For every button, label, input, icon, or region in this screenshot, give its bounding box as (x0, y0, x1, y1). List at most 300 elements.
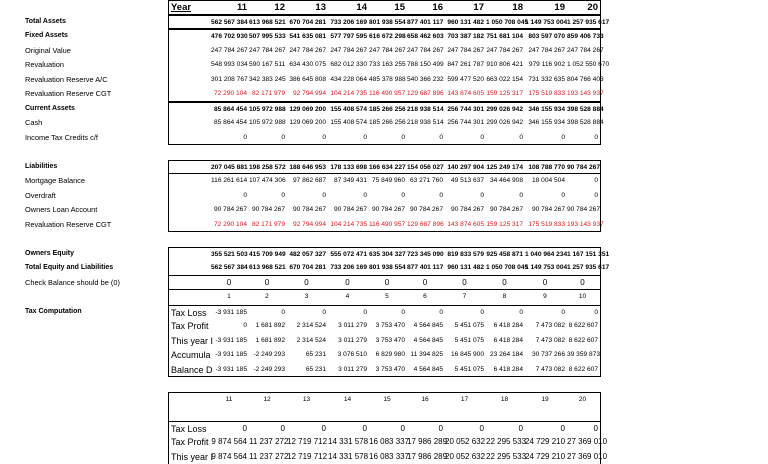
value-cell[interactable]: 682 012 330 (328, 58, 369, 73)
empty-cell[interactable] (287, 232, 328, 247)
empty-cell[interactable] (646, 450, 693, 464)
value-cell[interactable]: 342 383 245 (249, 73, 287, 88)
value-cell[interactable]: 1 050 708 045 (486, 15, 525, 30)
empty-cell[interactable] (601, 247, 646, 262)
period-index-cell[interactable]: 13 (287, 392, 328, 407)
value-cell[interactable]: 0 (445, 131, 486, 146)
empty-cell[interactable] (249, 145, 287, 160)
empty-cell[interactable] (0, 0, 168, 15)
value-cell[interactable]: 0 (211, 319, 249, 334)
value-cell[interactable]: 247 784 267 (287, 44, 328, 59)
value-cell[interactable]: 7 473 082 (525, 319, 567, 334)
value-cell[interactable]: 256 744 301 (445, 102, 486, 117)
empty-cell[interactable] (407, 377, 445, 392)
empty-cell[interactable] (601, 406, 646, 421)
empty-cell[interactable] (567, 406, 601, 421)
value-cell[interactable]: 7 473 082 (525, 334, 567, 349)
empty-cell[interactable] (486, 406, 525, 421)
value-cell[interactable]: 17 986 289 (407, 435, 445, 450)
value-cell[interactable]: 14 331 578 (328, 435, 369, 450)
value-cell[interactable]: 1 052 550 670 (567, 58, 601, 73)
empty-cell[interactable] (168, 290, 211, 305)
value-cell[interactable]: 82 171 979 (249, 87, 287, 102)
empty-cell[interactable] (646, 29, 693, 44)
empty-cell[interactable] (249, 406, 287, 421)
value-cell[interactable]: 3 753 470 (369, 363, 407, 378)
value-cell[interactable]: 804 766 403 (567, 73, 601, 88)
empty-cell[interactable] (445, 406, 486, 421)
value-cell[interactable]: 116 261 614 (211, 174, 249, 189)
empty-cell[interactable] (0, 232, 168, 247)
value-cell[interactable]: 0 (407, 189, 445, 204)
value-cell[interactable]: 541 635 081 (287, 29, 328, 44)
value-cell[interactable]: 0 (249, 276, 287, 291)
value-cell[interactable]: 301 208 767 (211, 73, 249, 88)
empty-cell[interactable] (168, 392, 211, 407)
value-cell[interactable]: 1 149 753 004 (525, 261, 567, 276)
value-cell[interactable]: -2 249 293 (249, 348, 287, 363)
empty-cell[interactable] (0, 145, 168, 160)
value-cell[interactable]: 6 418 284 (486, 334, 525, 349)
value-cell[interactable]: 247 784 267 (567, 44, 601, 59)
value-cell[interactable]: 207 045 881 (211, 160, 249, 175)
value-cell[interactable]: 1 149 753 004 (525, 15, 567, 30)
period-index-cell[interactable]: 20 (567, 392, 601, 407)
empty-cell[interactable] (445, 145, 486, 160)
empty-cell[interactable] (601, 174, 646, 189)
value-cell[interactable]: 3 753 470 (369, 319, 407, 334)
value-cell[interactable]: 247 784 267 (525, 44, 567, 59)
value-cell[interactable]: 733 163 255 (369, 58, 407, 73)
empty-cell[interactable] (601, 131, 646, 146)
empty-cell[interactable] (601, 44, 646, 59)
period-index-cell[interactable]: 5 (369, 290, 407, 305)
value-cell[interactable]: 104 214 735 (328, 218, 369, 233)
value-cell[interactable]: 193 143 937 (567, 87, 601, 102)
empty-cell[interactable] (601, 363, 646, 378)
empty-cell[interactable] (646, 58, 693, 73)
value-cell[interactable]: 979 116 902 (525, 58, 567, 73)
value-cell[interactable]: 398 528 884 (567, 102, 601, 117)
value-cell[interactable]: 1 040 964 234 (525, 247, 567, 262)
value-cell[interactable]: 108 788 770 (525, 160, 567, 175)
value-cell[interactable]: 11 394 825 (407, 348, 445, 363)
value-cell[interactable]: 16 845 900 (445, 348, 486, 363)
empty-cell[interactable] (601, 145, 646, 160)
value-cell[interactable]: 247 784 267 (328, 44, 369, 59)
value-cell[interactable]: 22 295 533 (486, 450, 525, 464)
value-cell[interactable]: 3 011 279 (328, 319, 369, 334)
value-cell[interactable]: 960 131 482 (445, 261, 486, 276)
value-cell[interactable]: 1 167 151 351 (567, 247, 601, 262)
value-cell[interactable]: 14 331 578 (328, 450, 369, 464)
empty-cell[interactable] (168, 44, 211, 59)
empty-cell[interactable] (168, 247, 211, 262)
value-cell[interactable]: 90 784 267 (407, 203, 445, 218)
value-cell[interactable]: 155 408 574 (328, 116, 369, 131)
value-cell[interactable]: 8 622 607 (567, 319, 601, 334)
value-cell[interactable]: 2 314 524 (287, 319, 328, 334)
value-cell[interactable]: 788 150 499 (407, 58, 445, 73)
value-cell[interactable]: 143 874 605 (445, 218, 486, 233)
value-cell[interactable]: 482 057 327 (287, 247, 328, 262)
empty-cell[interactable] (646, 232, 693, 247)
value-cell[interactable]: -3 931 185 (211, 334, 249, 349)
empty-cell[interactable] (168, 218, 211, 233)
value-cell[interactable]: 877 401 117 (407, 261, 445, 276)
empty-cell[interactable] (646, 218, 693, 233)
year-header-16[interactable]: 16 (407, 0, 445, 15)
year-header-20[interactable]: 20 (567, 0, 601, 15)
year-header-19[interactable]: 19 (525, 0, 567, 15)
empty-cell[interactable] (168, 232, 211, 247)
empty-cell[interactable] (249, 232, 287, 247)
empty-cell[interactable] (646, 392, 693, 407)
value-cell[interactable]: 0 (567, 421, 601, 436)
value-cell[interactable]: 0 (486, 305, 525, 320)
value-cell[interactable]: 129 069 200 (287, 116, 328, 131)
value-cell[interactable]: 82 171 979 (249, 218, 287, 233)
empty-cell[interactable] (601, 421, 646, 436)
value-cell[interactable]: 129 069 200 (287, 102, 328, 117)
value-cell[interactable]: 166 634 227 (369, 160, 407, 175)
value-cell[interactable]: 178 133 698 (328, 160, 369, 175)
value-cell[interactable]: 175 519 833 (525, 87, 567, 102)
empty-cell[interactable] (567, 232, 601, 247)
value-cell[interactable]: 90 784 267 (328, 203, 369, 218)
empty-cell[interactable] (601, 189, 646, 204)
value-cell[interactable]: 193 143 937 (567, 218, 601, 233)
value-cell[interactable]: 107 474 306 (249, 174, 287, 189)
value-cell[interactable]: 346 155 934 (525, 102, 567, 117)
empty-cell[interactable] (168, 203, 211, 218)
value-cell[interactable]: 90 784 267 (567, 160, 601, 175)
value-cell[interactable]: 116 490 957 (369, 218, 407, 233)
value-cell[interactable]: 12 719 712 (287, 450, 328, 464)
empty-cell[interactable] (601, 377, 646, 392)
value-cell[interactable]: 49 513 637 (445, 174, 486, 189)
empty-cell[interactable] (601, 15, 646, 30)
empty-cell[interactable] (646, 116, 693, 131)
period-index-cell[interactable]: 9 (525, 290, 567, 305)
value-cell[interactable]: 159 125 317 (486, 87, 525, 102)
empty-cell[interactable] (168, 87, 211, 102)
value-cell[interactable]: 562 567 384 (211, 15, 249, 30)
empty-cell[interactable] (646, 276, 693, 291)
period-index-cell[interactable]: 14 (328, 392, 369, 407)
value-cell[interactable]: 4 564 845 (407, 334, 445, 349)
value-cell[interactable]: 20 052 632 (445, 435, 486, 450)
empty-cell[interactable] (646, 406, 693, 421)
value-cell[interactable]: 0 (249, 189, 287, 204)
value-cell[interactable]: 20 052 632 (445, 450, 486, 464)
empty-cell[interactable] (328, 145, 369, 160)
value-cell[interactable]: 801 938 554 (369, 261, 407, 276)
empty-cell[interactable] (646, 102, 693, 117)
value-cell[interactable]: 0 (211, 421, 249, 436)
value-cell[interactable]: 0 (328, 189, 369, 204)
value-cell[interactable]: 72 290 104 (211, 218, 249, 233)
value-cell[interactable]: 90 784 267 (486, 203, 525, 218)
value-cell[interactable]: 0 (567, 305, 601, 320)
value-cell[interactable]: 256 744 301 (445, 116, 486, 131)
value-cell[interactable]: 616 672 298 (369, 29, 407, 44)
empty-cell[interactable] (601, 58, 646, 73)
value-cell[interactable]: 11 237 272 (249, 450, 287, 464)
value-cell[interactable]: 355 521 503 (211, 247, 249, 262)
period-index-cell[interactable]: 2 (249, 290, 287, 305)
empty-cell[interactable] (287, 145, 328, 160)
empty-cell[interactable] (601, 160, 646, 175)
empty-cell[interactable] (168, 160, 211, 175)
empty-cell[interactable] (646, 174, 693, 189)
value-cell[interactable]: 803 597 070 (525, 29, 567, 44)
value-cell[interactable]: 0 (249, 305, 287, 320)
value-cell[interactable]: 75 849 960 (369, 174, 407, 189)
value-cell[interactable]: 658 462 603 (407, 29, 445, 44)
value-cell[interactable]: 90 784 267 (287, 203, 328, 218)
value-cell[interactable]: 0 (369, 421, 407, 436)
empty-cell[interactable] (646, 160, 693, 175)
empty-cell[interactable] (646, 44, 693, 59)
value-cell[interactable]: 105 972 988 (249, 116, 287, 131)
empty-cell[interactable] (211, 232, 249, 247)
value-cell[interactable]: 0 (249, 421, 287, 436)
empty-cell[interactable] (601, 116, 646, 131)
empty-cell[interactable] (646, 363, 693, 378)
value-cell[interactable]: 90 784 267 (445, 203, 486, 218)
empty-cell[interactable] (525, 232, 567, 247)
value-cell[interactable]: 0 (445, 305, 486, 320)
value-cell[interactable]: 925 458 871 (486, 247, 525, 262)
value-cell[interactable]: 154 056 027 (407, 160, 445, 175)
year-header-18[interactable]: 18 (486, 0, 525, 15)
period-index-cell[interactable]: 6 (407, 290, 445, 305)
value-cell[interactable]: 24 729 210 (525, 435, 567, 450)
value-cell[interactable]: 960 131 482 (445, 15, 486, 30)
period-index-cell[interactable]: 18 (486, 392, 525, 407)
empty-cell[interactable] (567, 377, 601, 392)
value-cell[interactable]: 0 (287, 189, 328, 204)
value-cell[interactable]: 485 378 988 (369, 73, 407, 88)
empty-cell[interactable] (646, 421, 693, 436)
value-cell[interactable]: 90 784 267 (567, 203, 601, 218)
value-cell[interactable]: 0 (211, 189, 249, 204)
value-cell[interactable]: 9 874 564 (211, 435, 249, 450)
empty-cell[interactable] (0, 406, 168, 421)
value-cell[interactable]: 0 (407, 421, 445, 436)
empty-cell[interactable] (168, 29, 211, 44)
value-cell[interactable]: 0 (328, 305, 369, 320)
empty-cell[interactable] (287, 406, 328, 421)
value-cell[interactable]: 0 (407, 276, 445, 291)
value-cell[interactable]: 1 681 892 (249, 319, 287, 334)
value-cell[interactable]: 6 829 980 (369, 348, 407, 363)
empty-cell[interactable] (168, 406, 211, 421)
value-cell[interactable]: 90 784 267 (249, 203, 287, 218)
value-cell[interactable]: 634 430 075 (287, 58, 328, 73)
value-cell[interactable]: 0 (525, 131, 567, 146)
empty-cell[interactable] (646, 377, 693, 392)
empty-cell[interactable] (646, 334, 693, 349)
period-index-cell[interactable]: 1 (211, 290, 249, 305)
value-cell[interactable]: 3 011 279 (328, 334, 369, 349)
year-header-12[interactable]: 12 (249, 0, 287, 15)
empty-cell[interactable] (407, 232, 445, 247)
value-cell[interactable]: 185 266 256 (369, 116, 407, 131)
value-cell[interactable]: 0 (328, 276, 369, 291)
empty-cell[interactable] (601, 102, 646, 117)
value-cell[interactable]: 0 (567, 131, 601, 146)
value-cell[interactable]: 346 155 934 (525, 116, 567, 131)
value-cell[interactable]: 0 (525, 421, 567, 436)
value-cell[interactable]: 751 681 104 (486, 29, 525, 44)
value-cell[interactable]: 116 490 957 (369, 87, 407, 102)
value-cell[interactable]: 859 406 733 (567, 29, 601, 44)
period-index-cell[interactable]: 19 (525, 392, 567, 407)
empty-cell[interactable] (369, 406, 407, 421)
value-cell[interactable]: 562 567 384 (211, 261, 249, 276)
empty-cell[interactable] (601, 29, 646, 44)
empty-cell[interactable] (525, 145, 567, 160)
empty-cell[interactable] (486, 145, 525, 160)
empty-cell[interactable] (525, 406, 567, 421)
empty-cell[interactable] (646, 247, 693, 262)
empty-cell[interactable] (567, 145, 601, 160)
value-cell[interactable]: 218 938 514 (407, 116, 445, 131)
year-header-label[interactable]: Year (168, 0, 211, 15)
value-cell[interactable]: 0 (445, 421, 486, 436)
empty-cell[interactable] (168, 276, 211, 291)
value-cell[interactable]: -3 931 185 (211, 305, 249, 320)
empty-cell[interactable] (601, 87, 646, 102)
value-cell[interactable]: 90 784 267 (369, 203, 407, 218)
value-cell[interactable]: 0 (287, 131, 328, 146)
value-cell[interactable]: 613 968 521 (249, 261, 287, 276)
value-cell[interactable]: 0 (486, 189, 525, 204)
period-index-cell[interactable]: 16 (407, 392, 445, 407)
year-header-15[interactable]: 15 (369, 0, 407, 15)
empty-cell[interactable] (601, 319, 646, 334)
value-cell[interactable]: 159 125 317 (486, 218, 525, 233)
empty-cell[interactable] (369, 232, 407, 247)
value-cell[interactable]: 555 072 471 (328, 247, 369, 262)
value-cell[interactable]: 23 264 184 (486, 348, 525, 363)
value-cell[interactable]: 819 833 579 (445, 247, 486, 262)
value-cell[interactable]: 17 986 289 (407, 450, 445, 464)
value-cell[interactable]: 0 (445, 189, 486, 204)
value-cell[interactable]: 801 938 554 (369, 15, 407, 30)
value-cell[interactable]: 723 345 090 (407, 247, 445, 262)
value-cell[interactable]: 398 528 884 (567, 116, 601, 131)
value-cell[interactable]: 0 (525, 189, 567, 204)
value-cell[interactable]: 0 (287, 421, 328, 436)
value-cell[interactable]: 1 681 892 (249, 334, 287, 349)
empty-cell[interactable] (486, 232, 525, 247)
empty-cell[interactable] (646, 290, 693, 305)
value-cell[interactable]: 175 519 833 (525, 218, 567, 233)
value-cell[interactable]: 16 083 337 (369, 450, 407, 464)
period-index-cell[interactable]: 12 (249, 392, 287, 407)
empty-cell[interactable] (646, 189, 693, 204)
empty-cell[interactable] (445, 377, 486, 392)
value-cell[interactable]: 434 228 064 (328, 73, 369, 88)
empty-cell[interactable] (646, 145, 693, 160)
value-cell[interactable]: 548 993 034 (211, 58, 249, 73)
value-cell[interactable]: 0 (369, 305, 407, 320)
empty-cell[interactable] (601, 450, 646, 464)
empty-cell[interactable] (601, 305, 646, 320)
empty-cell[interactable] (601, 392, 646, 407)
period-index-cell[interactable]: 10 (567, 290, 601, 305)
value-cell[interactable]: 218 938 514 (407, 102, 445, 117)
empty-cell[interactable] (168, 102, 211, 117)
value-cell[interactable]: 415 709 949 (249, 247, 287, 262)
value-cell[interactable]: 140 297 904 (445, 160, 486, 175)
value-cell[interactable]: 90 784 267 (211, 203, 249, 218)
period-index-cell[interactable]: 8 (486, 290, 525, 305)
value-cell[interactable]: 24 729 210 (525, 450, 567, 464)
value-cell[interactable]: 3 076 510 (328, 348, 369, 363)
year-header-11[interactable]: 11 (211, 0, 249, 15)
value-cell[interactable]: 386 645 808 (287, 73, 328, 88)
value-cell[interactable]: 590 167 511 (249, 58, 287, 73)
value-cell[interactable]: 90 784 267 (525, 203, 567, 218)
value-cell[interactable]: 8 622 607 (567, 363, 601, 378)
value-cell[interactable]: 663 022 154 (486, 73, 525, 88)
empty-cell[interactable] (407, 406, 445, 421)
value-cell[interactable]: 6 418 284 (486, 319, 525, 334)
value-cell[interactable]: 3 753 470 (369, 334, 407, 349)
value-cell[interactable]: 198 258 572 (249, 160, 287, 175)
value-cell[interactable]: 0 (407, 305, 445, 320)
value-cell[interactable]: 0 (369, 189, 407, 204)
value-cell[interactable]: 540 366 232 (407, 73, 445, 88)
value-cell[interactable]: 16 083 337 (369, 435, 407, 450)
value-cell[interactable]: -3 931 185 (211, 363, 249, 378)
value-cell[interactable]: 27 369 010 (567, 435, 601, 450)
value-cell[interactable]: 733 206 169 (328, 261, 369, 276)
value-cell[interactable]: 30 737 266 (525, 348, 567, 363)
value-cell[interactable]: 92 794 994 (287, 87, 328, 102)
value-cell[interactable]: 0 (525, 305, 567, 320)
value-cell[interactable]: 0 (525, 276, 567, 291)
value-cell[interactable]: 0 (486, 421, 525, 436)
empty-cell[interactable] (328, 406, 369, 421)
value-cell[interactable]: 1 257 935 617 (567, 15, 601, 30)
value-cell[interactable]: 0 (369, 131, 407, 146)
empty-cell[interactable] (601, 334, 646, 349)
value-cell[interactable]: 731 332 635 (525, 73, 567, 88)
empty-cell[interactable] (407, 145, 445, 160)
value-cell[interactable]: 0 (328, 421, 369, 436)
value-cell[interactable]: 0 (486, 276, 525, 291)
empty-cell[interactable] (601, 290, 646, 305)
value-cell[interactable]: 104 214 735 (328, 87, 369, 102)
value-cell[interactable]: 635 304 327 (369, 247, 407, 262)
value-cell[interactable]: 92 794 994 (287, 218, 328, 233)
value-cell[interactable]: 247 784 267 (211, 44, 249, 59)
value-cell[interactable]: 87 349 431 (328, 174, 369, 189)
empty-cell[interactable] (646, 0, 693, 15)
value-cell[interactable]: 22 295 533 (486, 435, 525, 450)
empty-cell[interactable] (646, 319, 693, 334)
empty-cell[interactable] (601, 261, 646, 276)
value-cell[interactable]: 85 864 454 (211, 116, 249, 131)
period-index-cell[interactable]: 11 (211, 392, 249, 407)
value-cell[interactable]: 5 451 075 (445, 334, 486, 349)
empty-cell[interactable] (646, 203, 693, 218)
